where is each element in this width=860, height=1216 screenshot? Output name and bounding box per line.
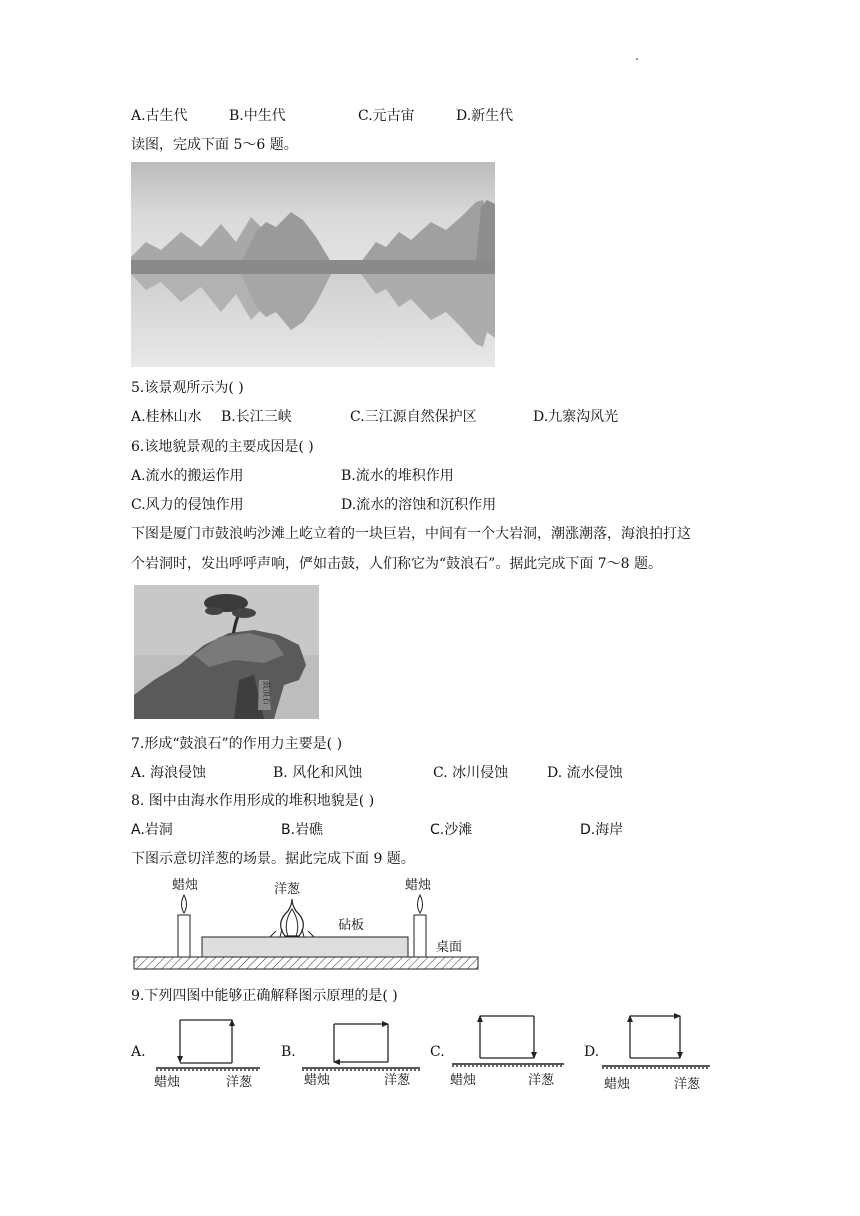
label-board: 砧板 [338, 918, 365, 933]
intro-7-8-line2: 个岩洞时，发出呼呼声响，俨如击鼓，人们称它为“鼓浪石”。据此完成下面 7～8 题。 [131, 556, 663, 572]
q8-stem: 8. 图中由海水作用形成的堆积地貌是( ) [131, 793, 375, 809]
q9-option-a-diagram [150, 1012, 265, 1092]
q9-stem: 9.下列四图中能够正确解释图示原理的是( ) [131, 988, 398, 1004]
q5-option-b: B.长江三峡 [221, 409, 292, 425]
rock-inscription: 鼓浪石 [262, 681, 271, 705]
intro-5-6: 读图，完成下面 5～6 题。 [131, 137, 298, 153]
q9-option-a-letter: A. [131, 1044, 146, 1060]
q9-d-left-label: 蜡烛 [604, 1077, 631, 1092]
q5-option-d: D.九寨沟风光 [533, 409, 619, 425]
label-table: 桌面 [436, 940, 463, 955]
q9-option-c-diagram [448, 1008, 568, 1092]
q9-a-right-label: 洋葱 [226, 1075, 253, 1090]
q7-option-b: B. 风化和风蚀 [273, 765, 363, 781]
q9-a-left-label: 蜡烛 [154, 1075, 181, 1090]
q9-option-b-diagram [300, 1012, 425, 1092]
onion-icon [281, 899, 304, 936]
intro-9: 下图示意切洋葱的场景。据此完成下面 9 题。 [131, 851, 415, 867]
onion-scene-diagram [130, 873, 482, 973]
q6-stem: 6.该地貌景观的主要成因是( ) [131, 439, 314, 455]
q9-c-left-label: 蜡烛 [450, 1073, 477, 1088]
q5-option-a: A.桂林山水 [131, 409, 202, 425]
q9-option-c-letter: C. [430, 1044, 445, 1060]
q4-option-d: D.新生代 [456, 108, 514, 124]
q4-option-c: C.元古宙 [358, 108, 415, 124]
label-onion: 洋葱 [274, 882, 301, 897]
header-dot [636, 58, 638, 60]
q8-option-a: A.岩洞 [131, 822, 173, 838]
q8-option-d: D.海岸 [580, 822, 624, 838]
q6-option-c: C.风力的侵蚀作用 [131, 497, 244, 513]
q9-option-d-letter: D. [584, 1044, 600, 1060]
q5-stem: 5.该景观所示为( ) [131, 380, 244, 396]
label-candle-right: 蜡烛 [405, 878, 432, 893]
q6-option-d: D.流水的溶蚀和沉积作用 [341, 497, 497, 513]
q4-option-b: B.中生代 [229, 108, 286, 124]
q9-option-b-letter: B. [281, 1044, 296, 1060]
q9-option-d-diagram [600, 1008, 715, 1094]
q4-option-a: A.古生代 [131, 108, 188, 124]
q9-c-right-label: 洋葱 [528, 1073, 555, 1088]
q7-option-c: C. 冰川侵蚀 [433, 765, 509, 781]
gulang-rock-photo [134, 585, 319, 719]
q9-d-right-label: 洋葱 [674, 1077, 701, 1092]
q6-option-b: B.流水的堆积作用 [341, 468, 454, 484]
label-candle-left: 蜡烛 [172, 878, 199, 893]
q9-b-left-label: 蜡烛 [304, 1073, 331, 1088]
q8-option-c: C.沙滩 [430, 822, 473, 838]
q6-option-a: A.流水的搬运作用 [131, 468, 244, 484]
landscape-photo [131, 162, 495, 367]
q8-option-b: B.岩礁 [281, 822, 324, 838]
q7-stem: 7.形成“鼓浪石”的作用力主要是( ) [131, 736, 343, 752]
q5-option-c: C.三江源自然保护区 [350, 409, 477, 425]
q9-b-right-label: 洋葱 [384, 1073, 411, 1088]
intro-7-8-line1: 下图是厦门市鼓浪屿沙滩上屹立着的一块巨岩，中间有一个大岩洞，潮涨潮落，海浪拍打这 [131, 526, 691, 542]
q7-option-a: A. 海浪侵蚀 [131, 765, 207, 781]
q7-option-d: D. 流水侵蚀 [547, 765, 623, 781]
